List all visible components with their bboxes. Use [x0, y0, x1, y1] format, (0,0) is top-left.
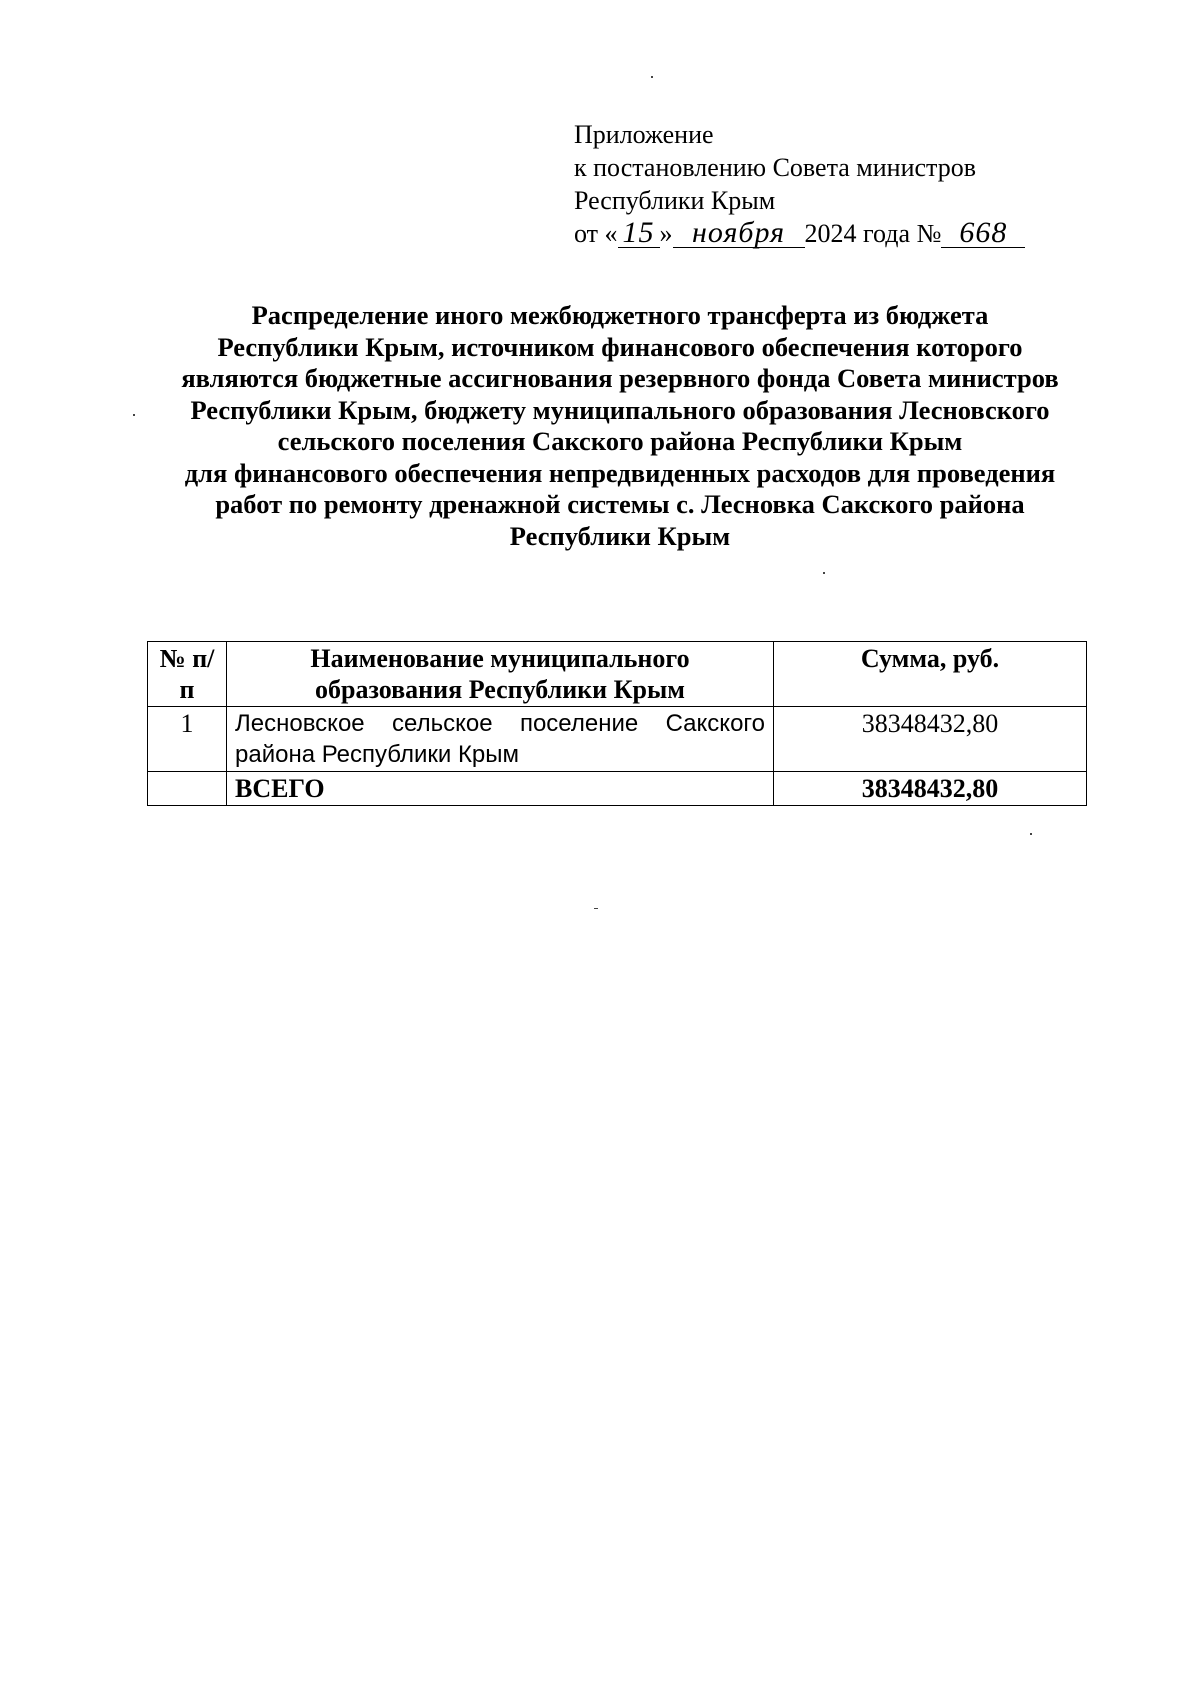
appendix-republic: Республики Крым [574, 186, 776, 215]
table-header-row [148, 642, 1087, 707]
distribution-table [147, 641, 1087, 806]
appendix-reference: к постановлению Совета министров [574, 153, 976, 182]
scan-speck [1030, 833, 1032, 835]
scan-speck [651, 76, 653, 78]
scan-speck [823, 572, 825, 574]
table-total-row [148, 772, 1087, 806]
date-month: ноября [673, 219, 805, 248]
title-line: Республики Крым [509, 520, 731, 551]
date-quote-close: » [659, 219, 673, 248]
appendix-title: Приложение [574, 120, 714, 149]
table-row [148, 707, 1087, 772]
total-number-empty [148, 772, 227, 806]
title-line: Республики Крым, бюджету муниципального образования Лесновского [190, 394, 1050, 425]
header-sum: Сумма, руб. [774, 642, 1087, 707]
scan-speck [133, 414, 135, 416]
row-name: Лесновское сельское поселение Сакского района Республики Крым [227, 707, 774, 772]
title-line: сельского поселения Сакского района Республики Крым [277, 426, 963, 456]
scan-speck [594, 908, 598, 909]
title-line: являются бюджетные ассигнования резервного фонда Совета министров [181, 363, 1059, 393]
date-year: 2024 года № [804, 219, 942, 248]
title-line: для финансового обеспечения непредвиденных расходов для проведения [184, 457, 1056, 488]
title-line: Распределение иного межбюджетного трансферта из бюджета [251, 300, 989, 330]
appendix-block [574, 118, 1025, 250]
row-number: 1 [148, 707, 227, 772]
header-number: № п/п [148, 642, 227, 707]
header-name: Наименование муниципального образования Республики Крым [227, 642, 774, 707]
total-sum: 38348432,80 [774, 772, 1087, 806]
appendix-date-line [574, 217, 1025, 250]
title-line: работ по ремонту дренажной системы с. Лесновка Сакского района [215, 489, 1025, 519]
date-prefix: от « [574, 219, 618, 248]
total-label: ВСЕГО [227, 772, 774, 806]
date-day: 15 [618, 219, 660, 248]
title-line: Республики Крым, источником финансового обеспечения которого [217, 331, 1023, 362]
row-sum: 38348432,80 [774, 707, 1087, 772]
document-title [120, 300, 1120, 552]
document-number: 668 [941, 219, 1025, 248]
